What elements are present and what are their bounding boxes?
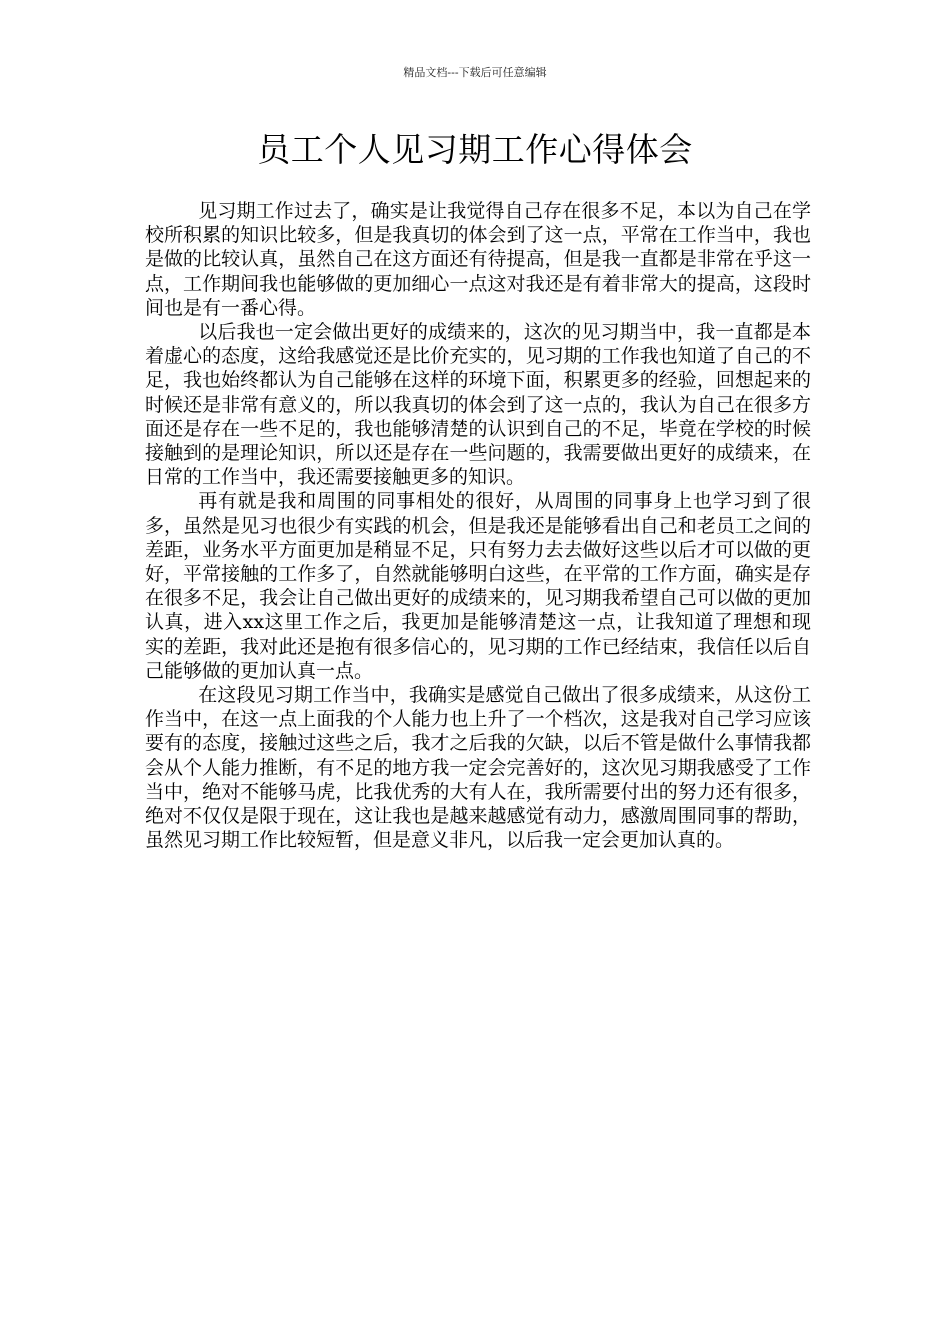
- paragraph-2: 以后我也一定会做出更好的成绩来的，这次的见习期当中，我一直都是本着虚心的态度，这给我感觉还是比价充实的，见习期的工作我也知道了自己的不足，我也始终都认为自己能够在这样的环境下面，积累更多的经验，回想起来的时候还是非常有意义的，所以我真切的体会到了这一点的，我认为自己在很多方面还是存在一些不足的，我也能够清楚的认识到自己的不足，毕竟在学校的时候接触到的是理论知识，所以还是存在一些问题的，我需要做出更好的成绩来，在日常的工作当中，我还需要接触更多的知识。: [145, 321, 811, 489]
- paragraph-3: 再有就是我和周围的同事相处的很好，从周围的同事身上也学习到了很多，虽然是见习也很少有实践的机会，但是我还是能够看出自己和老员工之间的差距，业务水平方面更加是稍显不足，只有努力去去做好这些以后才可以做的更好，平常接触的工作多了，自然就能够明白这些，在平常的工作方面，确实是存在很多不足，我会让自己做出更好的成绩来的，见习期我希望自己可以做的更加认真，进入xx这里工作之后，我更加是能够清楚这一点，让我知道了理想和现实的差距，我对此还是抱有很多信心的，见习期的工作已经结束，我信任以后自己能够做的更加认真一点。: [145, 490, 811, 682]
- paragraph-1: 见习期工作过去了，确实是让我觉得自己存在很多不足，本以为自己在学校所积累的知识比较多，但是我真切的体会到了这一点，平常在工作当中，我也是做的比较认真，虽然自己在这方面还有待提高，但是我一直都是非常在乎这一点，工作期间我也能够做的更加细心一点这对我还是有着非常大的提高，这段时间也是有一番心得。: [145, 200, 811, 319]
- page-header: 精品文档---下载后可任意编辑: [403, 66, 547, 79]
- document-title: 员工个人见习期工作心得体会: [257, 130, 693, 169]
- document-body: [145, 199, 811, 852]
- paragraph-4: 在这段见习期工作当中，我确实是感觉自己做出了很多成绩来，从这份工作当中，在这一点上面我的个人能力也上升了一个档次，这是我对自己学习应该要有的态度，接触过这些之后，我才之后我的欠缺，以后不管是做什么事情我都会从个人能力推断，有不足的地方我一定会完善好的，这次见习期我感受了工作当中，绝对不能够马虎，比我优秀的大有人在，我所需要付出的努力还有很多，绝对不仅仅是限于现在，这让我也是越来越感觉有动力，感激周围同事的帮助，虽然见习期工作比较短暂，但是意义非凡，以后我一定会更加认真的。: [145, 684, 811, 852]
